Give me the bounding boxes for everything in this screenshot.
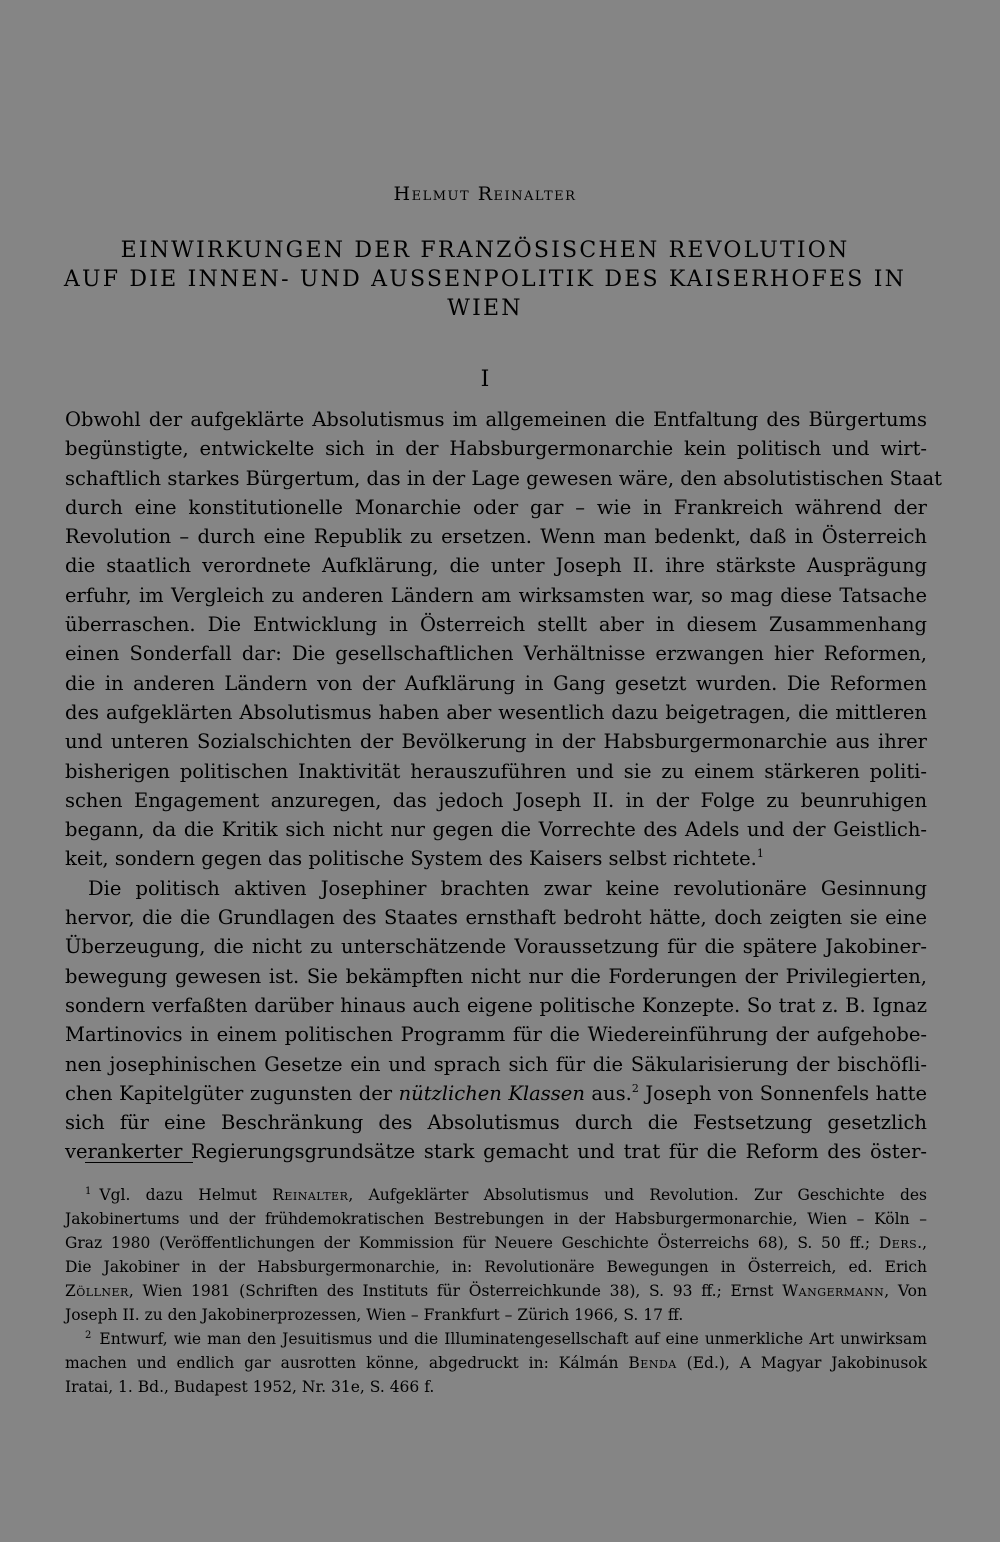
footnote-mark: 1: [85, 1186, 92, 1197]
body-line: und unteren Sozialschichten der Bevölkerung in der Habsburgermonarchie aus ihrer: [65, 730, 927, 754]
body-line: einen Sonderfall dar: Die gesellschaftlichen Verhältnisse erzwangen hier Reformen,: [65, 642, 927, 666]
title-line: AUF DIE INNEN- UND AUSSENPOLITIK DES KAISERHOFES IN: [63, 267, 907, 292]
title-line: WIEN: [447, 296, 523, 321]
body-line: verankerter Regierungsgrundsätze stark gemacht und trat für die Reform des öster-: [65, 1140, 927, 1164]
footnote-line: Iratai, 1. Bd., Budapest 1952, Nr. 31e, S. 466 f.: [65, 1378, 435, 1396]
body-line: Martinovics in einem politischen Programm für die Wiedereinführung der aufgehobe-: [65, 1023, 927, 1047]
body-line: überraschen. Die Entwicklung in Österreich stellt aber in diesem Zusammenhang: [65, 613, 927, 637]
footnote-reference[interactable]: 1: [756, 847, 764, 861]
footnote-text: , Aufgeklärter Absolutismus und Revolution. Zur Geschichte des: [348, 1186, 927, 1204]
article-title: [50, 236, 920, 323]
body-line: bisherigen politischen Inaktivität herauszuführen und sie zu einem stärkeren politi-: [65, 759, 927, 783]
body-line: hervor, die die Grundlagen des Staates ernsthaft bedroht hätte, doch zeigten sie eine: [65, 906, 927, 930]
footnote-mark: 2: [85, 1330, 92, 1341]
body-line: sich für eine Beschränkung des Absolutismus durch die Festsetzung gesetzlich: [65, 1111, 927, 1135]
footnote-line: Joseph II. zu den Jakobinerprozessen, Wien – Frankfurt – Zürich 1966, S. 17 ff.: [65, 1306, 684, 1324]
body-line: Überzeugung, die nicht zu unterschätzende Voraussetzung für die spätere Jakobiner-: [65, 935, 927, 959]
body-line: bewegung gewesen ist. Sie bekämpften nicht nur die Forderungen der Privilegierten,: [65, 964, 927, 988]
author-surname: Ders: [878, 1234, 918, 1252]
body-line: begann, da die Kritik sich nicht nur gegen die Vorrechte des Adels und der Geistlich-: [65, 818, 927, 842]
body-line: die in anderen Ländern von der Aufklärung in Gang gesetzt wurden. Die Reformen: [65, 671, 927, 695]
footnote-text: machen und endlich gar ausrotten könne, abgedruckt in: Kálmán: [65, 1354, 629, 1372]
body-text: [65, 405, 942, 1167]
body-line: des aufgeklärten Absolutismus haben aber wesentlich dazu beigetragen, die mittleren: [65, 700, 927, 724]
body-line: Revolution – durch eine Republik zu ersetzen. Wenn man bedenkt, daß in Österreich: [65, 525, 927, 549]
footnote-line: Jakobinertums und der frühdemokratischen Bestrebungen in der Habsburgermonarchie, Wien – Köln –: [65, 1210, 927, 1228]
author-surname: Reinalter: [272, 1186, 349, 1204]
footnote-text: , Von: [884, 1282, 927, 1300]
footnote-line: [65, 1279, 927, 1303]
footnote-line: [65, 1351, 927, 1375]
footnote-reference[interactable]: 2: [631, 1081, 639, 1095]
body-line: Obwohl der aufgeklärte Absolutismus im allgemeinen die Entfaltung des Bürgertums: [65, 408, 927, 431]
title-line: EINWIRKUNGEN DER FRANZÖSISCHEN REVOLUTION: [120, 238, 850, 263]
footnotes: [65, 1183, 927, 1399]
footnote-text: Entwurf, wie man den Jesuitismus und die Illuminatengesellschaft auf eine unmerkliche Art unwirksam: [99, 1330, 927, 1348]
author-surname: Benda: [628, 1354, 677, 1372]
body-text-run: aus.: [584, 1081, 632, 1105]
author-name: Helmut Reinalter: [393, 183, 577, 205]
body-text-run: keit, sondern gegen das politische System des Kaisers selbst richtete.: [65, 847, 757, 871]
footnote-line: [65, 1327, 927, 1351]
section-number: I: [480, 367, 490, 392]
footnote-line: [65, 1183, 927, 1207]
footnote-line: [65, 1231, 927, 1255]
body-line: Die politisch aktiven Josephiner brachten zwar keine revolutionäre Gesinnung: [88, 876, 927, 900]
footnote-divider: [85, 1162, 193, 1163]
body-line: durch eine konstitutionelle Monarchie oder gar – wie in Frankreich während der: [65, 495, 927, 519]
body-line: schen Engagement anzuregen, das jedoch Joseph II. in der Folge zu beunruhigen: [65, 788, 927, 812]
author-surname: Zöllner: [65, 1282, 129, 1300]
body-line: [65, 1079, 927, 1108]
emphasized-phrase: nützlichen Klassen: [398, 1081, 585, 1105]
body-text-run: chen Kapitelgüter zugunsten der: [65, 1081, 399, 1105]
footnote-text: (Ed.), A Magyar Jakobinusok: [676, 1354, 928, 1372]
body-line: nen josephinischen Gesetze ein und sprach sich für die Säkularisierung der bischöfli-: [65, 1052, 927, 1076]
body-line: begünstigte, entwickelte sich in der Habsburgermonarchie kein politisch und wirt-: [65, 437, 927, 461]
body-text-run: Joseph von Sonnenfels hatte: [638, 1081, 927, 1105]
body-line: die staatlich verordnete Aufklärung, die unter Joseph II. ihre stärkste Ausprägung: [65, 554, 927, 578]
body-line: schaftlich starkes Bürgertum, das in der Lage gewesen wäre, den absolutistischen Staat: [65, 466, 942, 490]
footnote-text: .,: [917, 1234, 927, 1252]
footnote-text: Vgl. dazu Helmut: [99, 1186, 273, 1204]
author-surname: Wangermann: [782, 1282, 885, 1300]
body-line: sondern verfaßten darüber hinaus auch eigene politische Konzepte. So trat z. B. Ignaz: [65, 993, 927, 1017]
footnote-text: Graz 1980 (Veröffentlichungen der Kommission für Neuere Geschichte Österreichs 68), S. 50 ff.;: [65, 1234, 879, 1252]
footnote-line: Die Jakobiner in der Habsburgermonarchie, in: Revolutionäre Bewegungen in Österreich, ed. Erich: [65, 1258, 927, 1276]
body-line: erfuhr, im Vergleich zu anderen Ländern am wirksamsten war, so mag diese Tatsache: [65, 583, 927, 607]
footnote-text: , Wien 1981 (Schriften des Instituts für Österreichkunde 38), S. 93 ff.; Ernst: [128, 1282, 783, 1300]
body-line: [65, 844, 927, 873]
